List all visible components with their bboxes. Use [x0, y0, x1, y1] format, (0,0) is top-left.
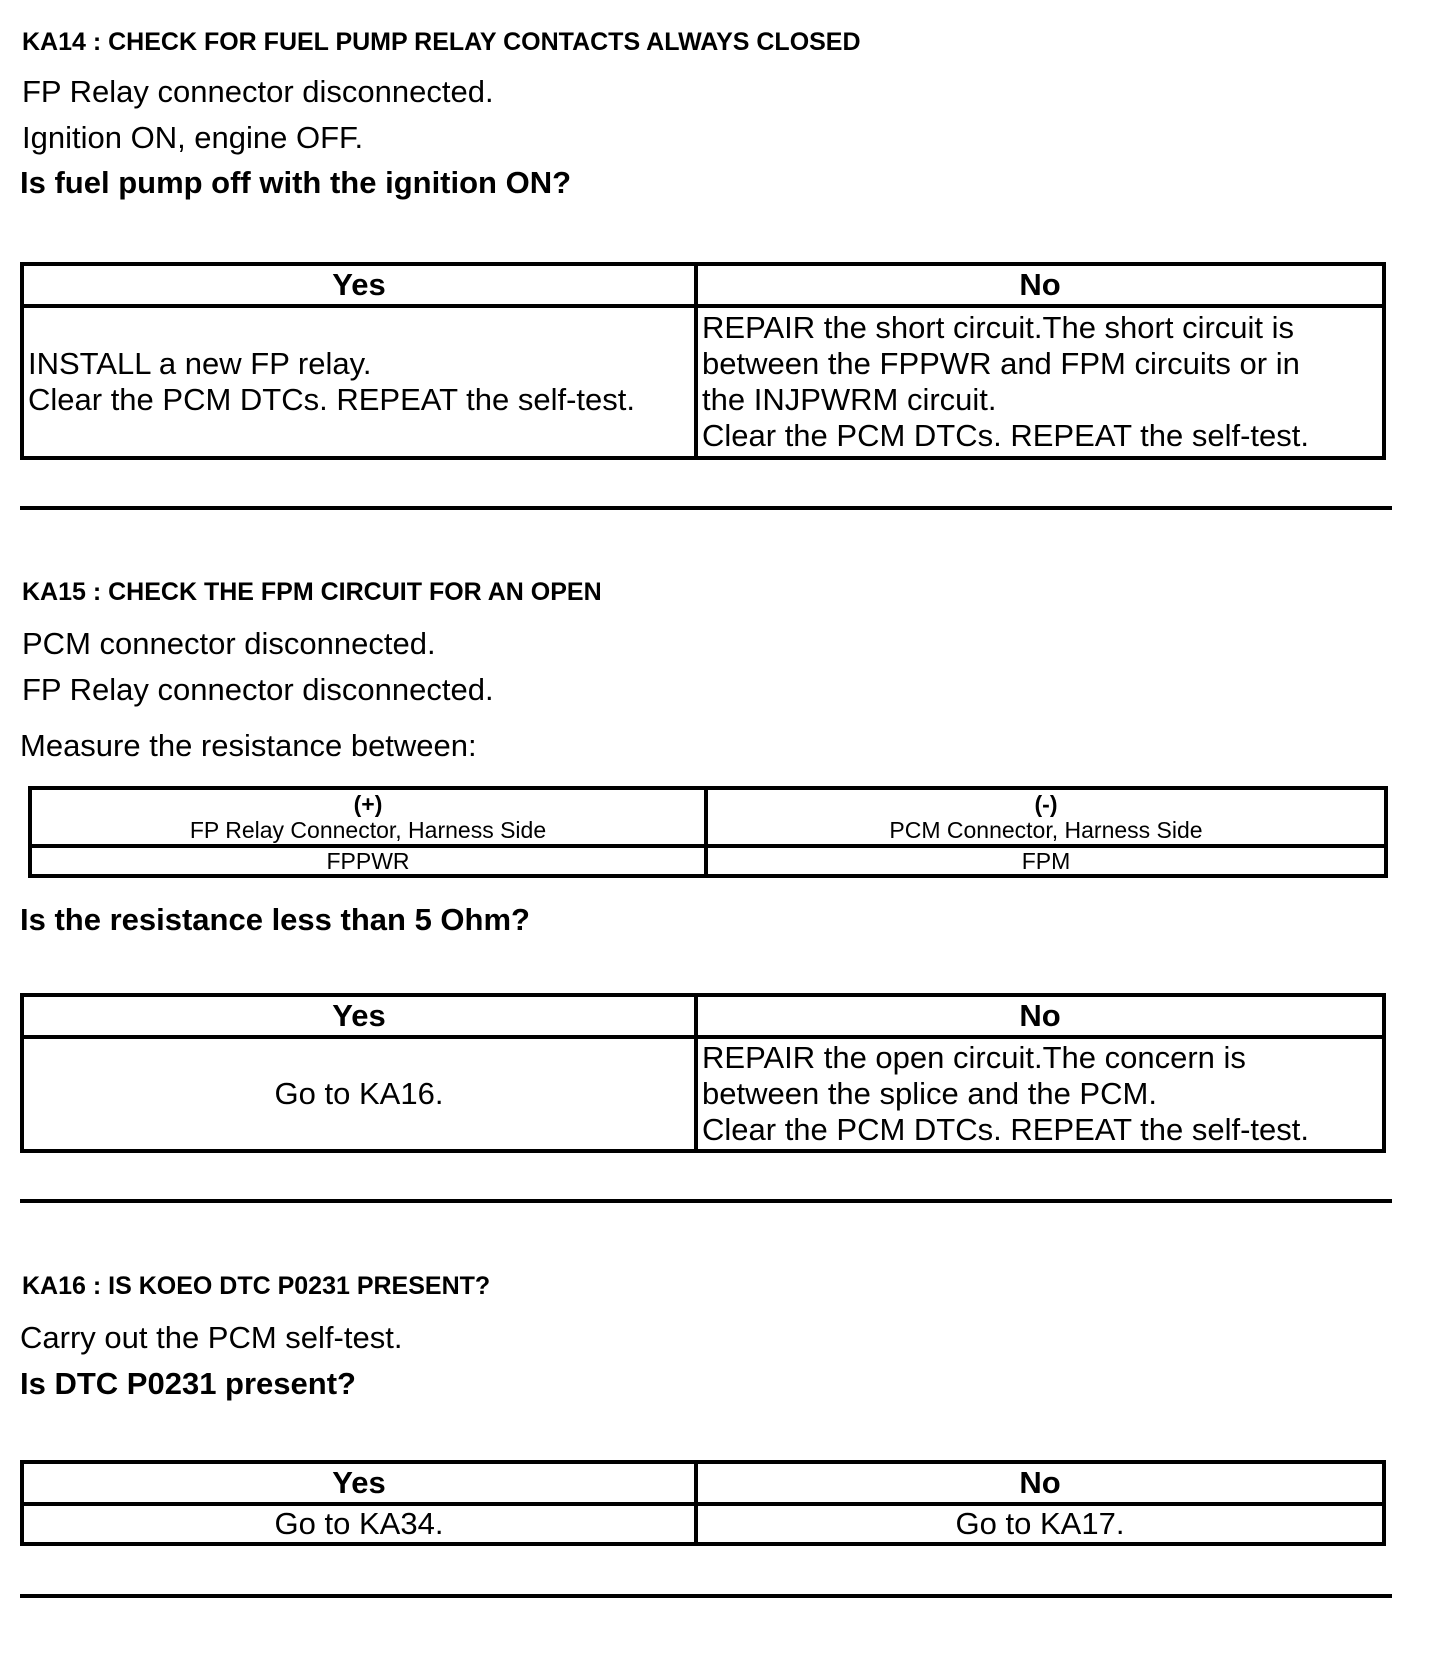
action-line: between the FPPWR and FPM circuits or in	[702, 346, 1300, 381]
action-line: Go to KA34.	[274, 1506, 444, 1541]
section-divider	[20, 506, 1392, 510]
no-header: No	[696, 264, 1384, 306]
positive-probe	[30, 788, 706, 846]
action-line: Clear the PCM DTCs. REPEAT the self-test.	[702, 418, 1309, 453]
negative-sign: (-)	[1034, 791, 1058, 817]
step-question: Is fuel pump off with the ignition ON?	[20, 165, 572, 200]
action-line: INSTALL a new FP relay.	[28, 346, 372, 381]
step-line: FP Relay connector disconnected.	[22, 74, 494, 109]
result-table-ka16	[20, 1460, 1386, 1546]
step-question: Is DTC P0231 present?	[20, 1366, 356, 1401]
action-line: REPAIR the open circuit.The concern is	[702, 1040, 1246, 1075]
yes-action	[22, 1037, 696, 1151]
action-line: Clear the PCM DTCs. REPEAT the self-test.	[702, 1112, 1309, 1147]
section-divider	[20, 1594, 1392, 1598]
no-action	[696, 306, 1384, 458]
step-title-ka14: KA14 : CHECK FOR FUEL PUMP RELAY CONTACTS ALWAYS CLOSED	[22, 28, 861, 56]
yes-header: Yes	[22, 995, 696, 1037]
positive-pin: FPPWR	[30, 846, 706, 876]
action-line: REPAIR the short circuit.The short circuit is	[702, 310, 1295, 345]
step-line: PCM connector disconnected.	[22, 626, 436, 661]
positive-sign: (+)	[353, 791, 383, 817]
negative-probe	[706, 788, 1386, 846]
measurement-table	[28, 786, 1388, 878]
action-line: Go to KA16.	[274, 1076, 444, 1111]
result-table-ka14	[20, 262, 1386, 460]
step-title-ka16: KA16 : IS KOEO DTC P0231 PRESENT?	[22, 1272, 491, 1300]
action-line: between the splice and the PCM.	[702, 1076, 1157, 1111]
yes-action	[22, 306, 696, 458]
step-line: Measure the resistance between:	[20, 728, 477, 763]
no-action	[696, 1037, 1384, 1151]
section-divider	[20, 1199, 1392, 1203]
step-title-ka15: KA15 : CHECK THE FPM CIRCUIT FOR AN OPEN	[22, 578, 602, 606]
no-header: No	[696, 995, 1384, 1037]
no-action	[696, 1504, 1384, 1544]
step-question: Is the resistance less than 5 Ohm?	[20, 902, 530, 937]
no-header: No	[696, 1462, 1384, 1504]
positive-connector: FP Relay Connector, Harness Side	[189, 817, 547, 843]
action-line: Go to KA17.	[955, 1506, 1125, 1541]
yes-header: Yes	[22, 264, 696, 306]
action-line: Clear the PCM DTCs. REPEAT the self-test.	[28, 382, 635, 417]
result-table-ka15	[20, 993, 1386, 1153]
step-line: FP Relay connector disconnected.	[22, 672, 494, 707]
yes-header: Yes	[22, 1462, 696, 1504]
negative-connector: PCM Connector, Harness Side	[889, 817, 1203, 843]
yes-action	[22, 1504, 696, 1544]
action-line: the INJPWRM circuit.	[702, 382, 997, 417]
step-line: Carry out the PCM self-test.	[20, 1320, 403, 1355]
negative-pin: FPM	[706, 846, 1386, 876]
step-line: Ignition ON, engine OFF.	[22, 120, 364, 155]
